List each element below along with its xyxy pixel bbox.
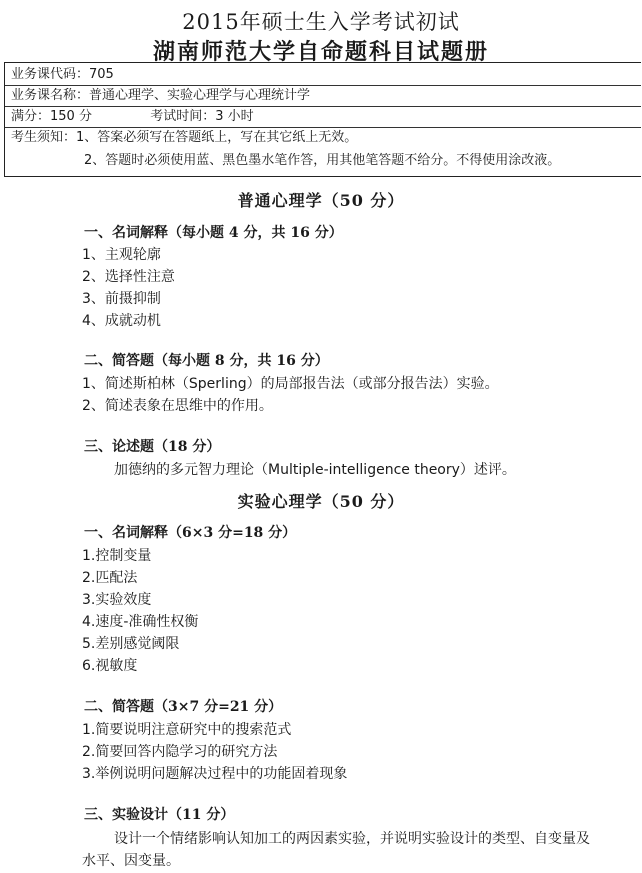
list-item: 3.举例说明问题解决过程中的功能固着现象 [82, 766, 348, 782]
course-name-value: 普通心理学、实验心理学与心理统计学 [89, 88, 311, 103]
list-item: 6.视敏度 [82, 658, 138, 674]
part2-title: 实验心理学（50 分） [237, 492, 405, 511]
course-code-line [11, 65, 114, 85]
part2-q1-heading: 一、名词解释（6×3 分=18 分） [84, 525, 297, 541]
course-code-label: 业务课代码： [11, 67, 90, 82]
score-time-line [11, 107, 254, 127]
part1-q3-text: 加德纳的多元智力理论（Multiple-intelligence theory）述评。 [114, 462, 516, 478]
notice-label: 考生须知： [11, 130, 77, 145]
part2-q3-heading: 三、实验设计（11 分） [84, 807, 235, 823]
list-item: 2、简述表象在思维中的作用。 [82, 398, 273, 414]
part1-title: 普通心理学（50 分） [237, 191, 405, 210]
course-name-line [11, 86, 310, 106]
notice-line-1 [11, 128, 357, 148]
notice-2: 2、答题时必须使用蓝、黑色墨水笔作答，用其他笔答题不给分。不得使用涂改液。 [84, 153, 561, 168]
score-value: 150 分 [50, 109, 92, 124]
list-item: 3、前摄抑制 [82, 291, 161, 307]
list-item: 1.简要说明注意研究中的搜索范式 [82, 722, 292, 738]
part1-q2-heading: 二、简答题（每小题 8 分，共 16 分） [84, 353, 329, 369]
list-item: 2.简要回答内隐学习的研究方法 [82, 744, 278, 760]
list-item: 1、主观轮廓 [82, 247, 161, 263]
exam-info-box [4, 62, 641, 177]
course-name-label: 业务课名称： [11, 88, 90, 103]
notice-line-2 [84, 151, 560, 171]
list-item: 1、简述斯柏林（Sperling）的局部报告法（或部分报告法）实验。 [82, 376, 499, 392]
part2-q2-heading: 二、简答题（3×7 分=21 分） [84, 699, 283, 715]
score-label: 满分： [11, 109, 51, 124]
list-item: 5.差别感觉阈限 [82, 636, 180, 652]
course-code-value: 705 [89, 67, 114, 82]
part1-q1-heading: 一、名词解释（每小题 4 分，共 16 分） [84, 225, 343, 241]
part2-q3-text-line2: 水平、因变量。 [82, 853, 180, 869]
list-item: 2、选择性注意 [82, 269, 175, 285]
list-item: 2.匹配法 [82, 570, 138, 586]
list-item: 3.实验效度 [82, 592, 152, 608]
time-label: 考试时间： [150, 109, 216, 124]
time-value: 3 小时 [215, 109, 254, 124]
exam-title: 2015年硕士生入学考试初试 [182, 10, 460, 34]
university-title: 湖南师范大学自命题科目试题册 [152, 39, 489, 65]
list-item: 4.速度-准确性权衡 [82, 614, 199, 630]
notice-1: 1、答案必须写在答题纸上，写在其它纸上无效。 [76, 130, 358, 145]
list-item: 1.控制变量 [82, 548, 152, 564]
part2-q3-text-line1: 设计一个情绪影响认知加工的两因素实验，并说明实验设计的类型、自变量及 [114, 831, 590, 847]
list-item: 4、成就动机 [82, 313, 161, 329]
part1-q3-heading: 三、论述题（18 分） [84, 439, 221, 455]
